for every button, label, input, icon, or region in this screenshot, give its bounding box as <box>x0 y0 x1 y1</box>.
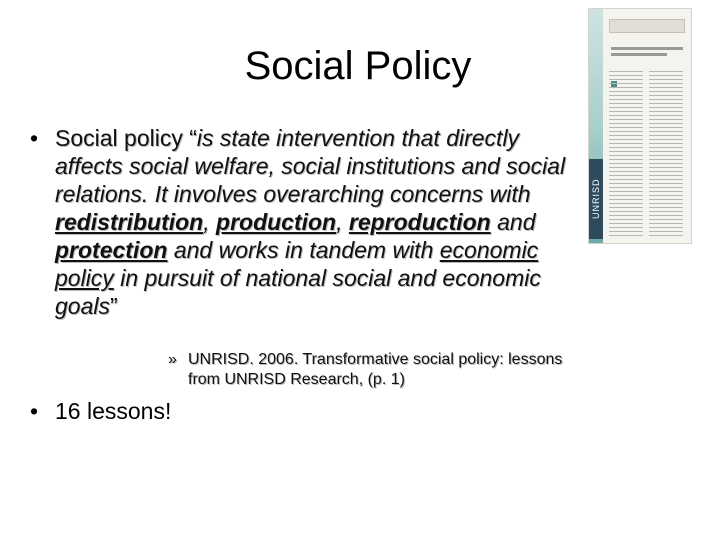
quote-part-3: in pursuit of national social and economic goals <box>55 265 541 319</box>
quote-close: ” <box>109 293 118 319</box>
keyword-production: production <box>216 209 337 235</box>
lessons-text: 16 lessons! <box>55 398 172 424</box>
cover-text-column <box>609 71 643 237</box>
citation-marker: » <box>168 351 177 368</box>
citation <box>168 350 568 390</box>
report-cover-thumbnail <box>588 8 692 244</box>
bullet-lessons <box>30 397 171 425</box>
citation-text: UNRISD. 2006. Transformative social policy: lessons from UNRISD Research, (p. 1) <box>188 351 563 388</box>
keyword-protection: protection <box>55 237 168 263</box>
cover-title-line <box>611 47 683 50</box>
quote-part-1: is state intervention that directly affects social welfare, social institutions and social relations. It involves overarching concerns with <box>55 125 566 207</box>
cover-header <box>609 19 685 33</box>
quote-part-2: and works in tandem with <box>167 237 440 263</box>
bullet-marker: • <box>30 125 39 151</box>
slide-title: Social Policy <box>244 44 472 88</box>
definition-quote <box>55 124 590 320</box>
quote-sep-1: , <box>203 209 217 235</box>
quote-and: and <box>490 209 536 235</box>
bullet-definition <box>30 124 590 320</box>
unrisd-logo: UNRISD <box>589 159 603 239</box>
keyword-economic-policy: economic policy <box>55 237 539 291</box>
quote-open: Social policy “ <box>55 125 197 151</box>
cover-subtitle-line <box>611 53 667 56</box>
quote-sep-2: , <box>336 209 349 235</box>
keyword-redistribution: redistribution <box>55 209 204 235</box>
keyword-reproduction: reproduction <box>348 209 491 235</box>
bullet-marker: • <box>30 398 39 424</box>
cover-text-column <box>649 71 683 237</box>
